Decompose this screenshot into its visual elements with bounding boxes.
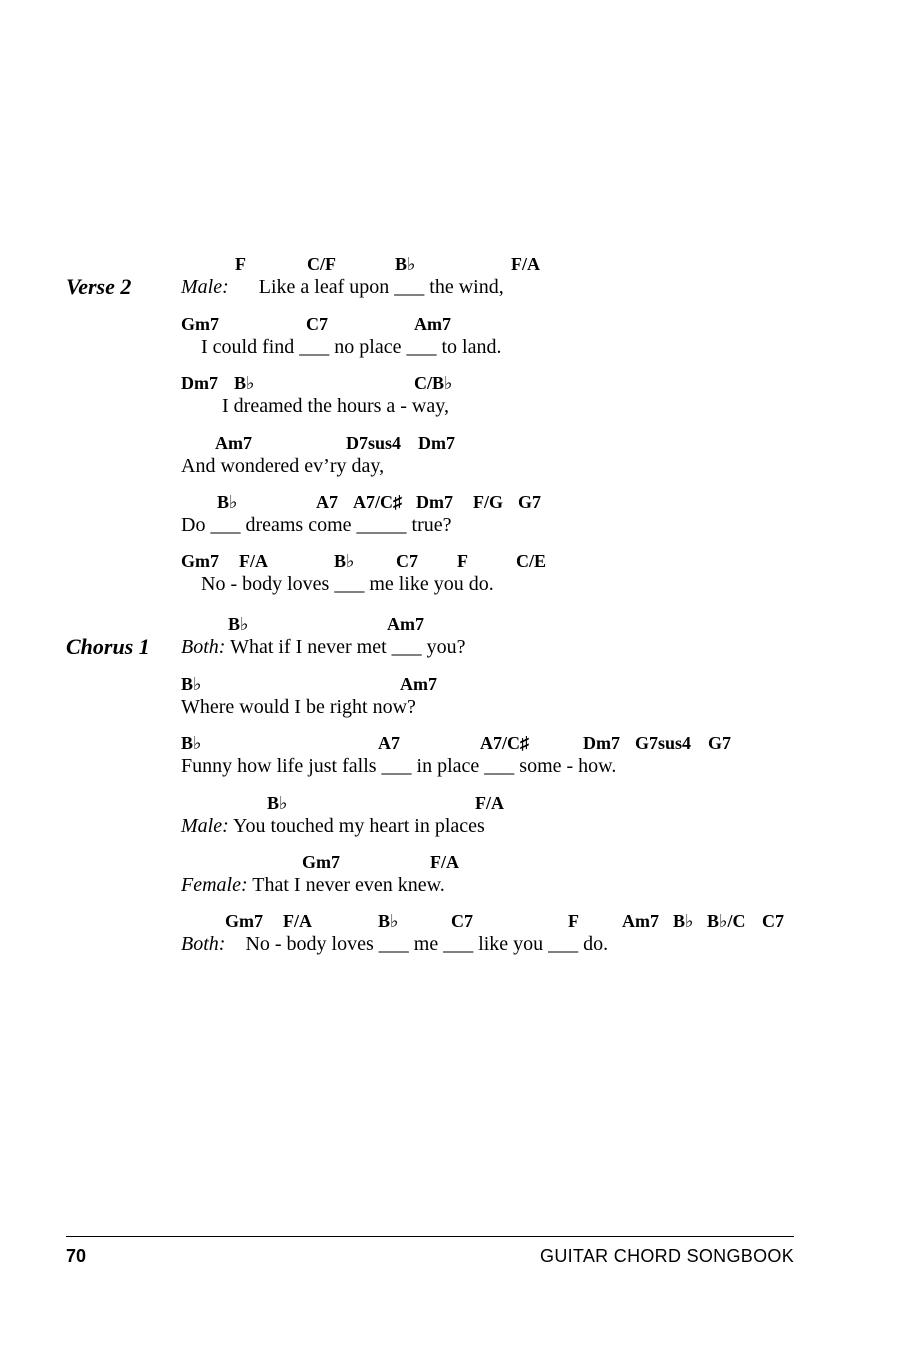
chord: C7 (396, 551, 418, 571)
lyric-line (181, 314, 881, 366)
chord: C7 (451, 911, 473, 931)
chord: F/A (475, 793, 504, 813)
lyric-text (181, 636, 466, 659)
chord: F (235, 254, 246, 274)
lyric-text (181, 933, 608, 956)
chord: G7 (708, 733, 732, 753)
singer-label: Male: (181, 815, 229, 837)
lyric-words: I dreamed the hours a - way, (222, 395, 449, 417)
page-number: 70 (66, 1246, 87, 1266)
chord: F/G (473, 492, 503, 512)
lyric-text (181, 276, 504, 299)
chord: B♭ (181, 674, 202, 694)
chord: F/A (511, 254, 540, 274)
chord: B♭ (217, 492, 238, 512)
chord: B♭ (378, 911, 399, 931)
chord: Am7 (622, 911, 659, 931)
chord: B♭ (228, 614, 249, 634)
lyric-words: Funny how life just falls ___ in place ___ some - how. (181, 755, 617, 777)
chord: Am7 (215, 433, 252, 453)
chord: C/B♭ (414, 373, 453, 393)
lyric-words: Do ___ dreams come _____ true? (181, 514, 452, 536)
chord: A7/C♯ (480, 733, 529, 753)
chord: C7 (762, 911, 784, 931)
chord: F/A (430, 852, 459, 872)
chord: F (457, 551, 468, 571)
footer-divider (66, 1236, 794, 1237)
chord: C/E (516, 551, 547, 571)
chord: G7sus4 (635, 733, 692, 753)
chord: A7 (378, 733, 400, 753)
lyric-text (181, 815, 485, 838)
chord: C/F (307, 254, 336, 274)
lyric-line (181, 254, 881, 306)
chord: C7 (306, 314, 328, 334)
lyric-text (181, 874, 445, 897)
lyric-words: No - body loves ___ me like you do. (201, 573, 494, 595)
lyric-line (181, 911, 881, 963)
chord: Gm7 (181, 551, 219, 571)
chord: A7 (316, 492, 338, 512)
chord: B♭ (267, 793, 288, 813)
chord: Am7 (400, 674, 437, 694)
chord: F/A (239, 551, 268, 571)
chord: D7sus4 (346, 433, 402, 453)
lyric-line (181, 614, 881, 666)
lyric-line (181, 433, 881, 485)
running-title: GUITAR CHORD SONGBOOK (540, 1246, 794, 1266)
lyric-line (181, 551, 881, 603)
lyric-words: That I never even knew. (252, 874, 445, 896)
chord: Gm7 (181, 314, 219, 334)
lyric-words: What if I never met ___ you? (230, 636, 466, 658)
lyric-words: Where would I be right now? (181, 696, 416, 718)
lyric-line (181, 793, 881, 845)
chord: B♭ (334, 551, 355, 571)
lyric-line (181, 733, 881, 785)
chord: B♭/C (707, 911, 746, 931)
chord: F/A (283, 911, 312, 931)
lyric-line (181, 492, 881, 544)
lyric-words: I could find ___ no place ___ to land. (201, 336, 502, 358)
section-label-verse-2: Verse 2 (66, 274, 132, 299)
singer-label: Both: (181, 636, 226, 658)
singer-label: Female: (181, 874, 248, 896)
chord: A7/C♯ (353, 492, 402, 512)
lyric-words: Like a leaf upon ___ the wind, (258, 276, 504, 298)
lyric-words: No - body loves ___ me ___ like you ___ do. (245, 933, 609, 955)
lyric-words: And wondered ev’ry day, (181, 455, 385, 477)
lyric-words: You touched my heart in places (233, 815, 485, 837)
chord: Dm7 (416, 492, 453, 512)
lyric-line (181, 852, 881, 904)
section-label-chorus-1: Chorus 1 (66, 634, 150, 659)
chord: Am7 (387, 614, 424, 634)
chord: F (568, 911, 579, 931)
singer-label: Both: (181, 933, 226, 955)
chord: G7 (518, 492, 542, 512)
chord: Dm7 (583, 733, 620, 753)
lyric-line (181, 373, 881, 425)
lyric-line (181, 674, 881, 726)
chord: B♭ (234, 373, 255, 393)
chord: Dm7 (418, 433, 455, 453)
chord: Gm7 (302, 852, 340, 872)
chord: Gm7 (225, 911, 263, 931)
singer-label: Male: (181, 276, 229, 298)
chord: Dm7 (181, 373, 218, 393)
chord: B♭ (395, 254, 416, 274)
chord: B♭ (181, 733, 202, 753)
chord: Am7 (414, 314, 451, 334)
chord: B♭ (673, 911, 694, 931)
